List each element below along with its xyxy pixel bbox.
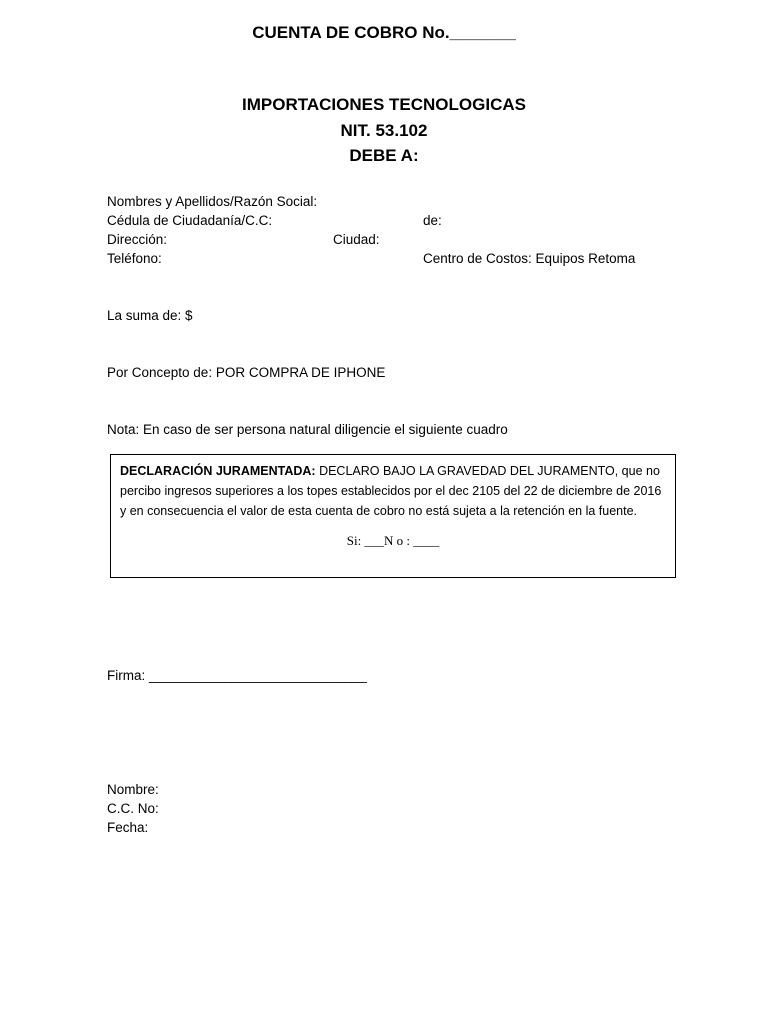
field-cedula-label: Cédula de Ciudadanía/C.C: [107,213,273,228]
declaracion-text [120,461,670,521]
footer-fecha-label: Fecha: [107,820,149,835]
firma-line: Firma: _____________________________ [107,668,367,683]
company-nit: NIT. 53.102 [340,121,428,140]
debe-a-heading: DEBE A: [349,146,419,165]
field-telefono-label: Teléfono: [107,251,162,266]
footer-nombre-label: Nombre: [107,782,159,797]
si-no-field: Si: ___N o : ____ [346,533,440,548]
concepto-text: Por Concepto de: POR COMPRA DE IPHONE [107,365,386,380]
declaracion-body: DECLARO BAJO LA GRAVEDAD DEL JURAMENTO, que no percibo ingresos superiores a los topes establecidos por el dec 2105 del 22 de diciembre de 2016 y en consecuencia el valor de esta cuenta de cobro no está sujeta a la retención en la fuente. [120,464,662,518]
declaracion-box [110,454,676,578]
field-de-label: de: [423,213,442,228]
field-centro-costos: Centro de Costos: Equipos Retoma [423,251,636,266]
field-ciudad-label: Ciudad: [333,232,380,247]
company-name: IMPORTACIONES TECNOLOGICAS [242,95,526,114]
suma-label: La suma de: $ [107,308,193,323]
field-direccion-label: Dirección: [107,232,168,247]
field-nombres-label: Nombres y Apellidos/Razón Social: [107,194,318,209]
footer-cc-label: C.C. No: [107,801,159,816]
nota-text: Nota: En caso de ser persona natural diligencie el siguiente cuadro [107,422,508,437]
document-title: CUENTA DE COBRO No._______ [252,23,516,42]
declaracion-heading: DECLARACIÓN JURAMENTADA: [120,464,316,478]
